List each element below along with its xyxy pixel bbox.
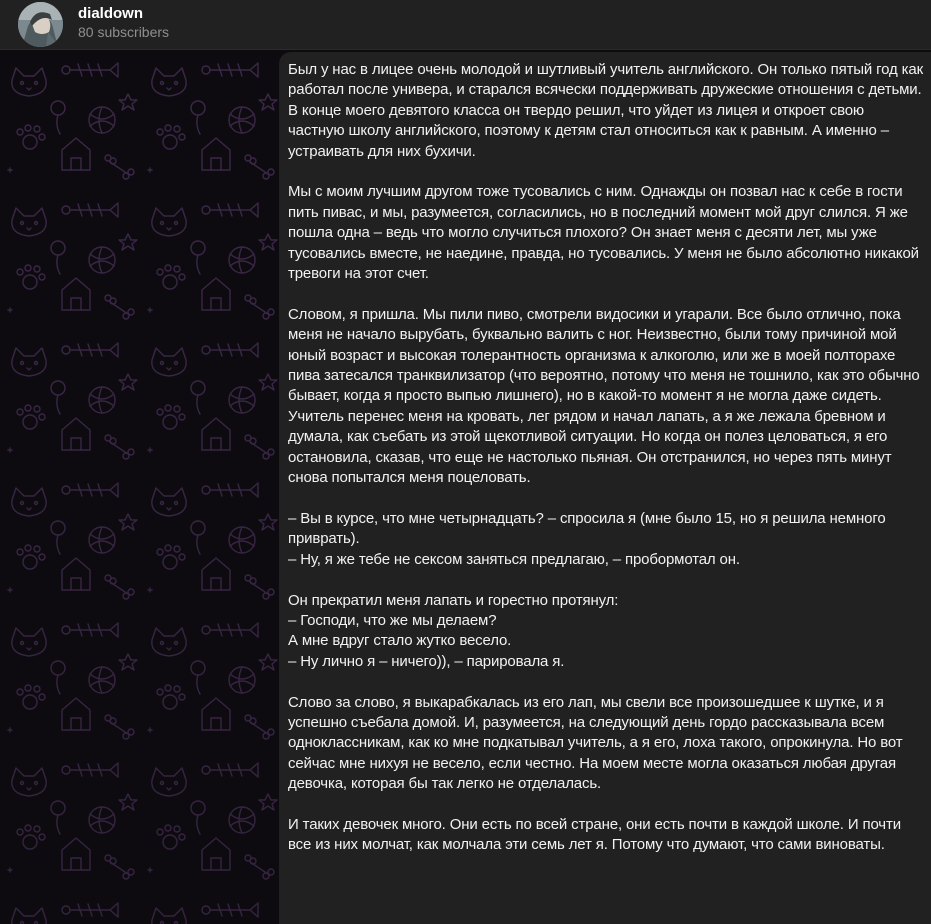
- channel-title[interactable]: dialdown: [78, 5, 143, 22]
- message-paragraph-7: И таких девочек много. Они есть по всей стране, они есть почти в каждой школе. И почти все из них молчат, как молчала эти семь лет я. Потому что думают, что сами виноваты.: [288, 815, 901, 854]
- message-paragraph-2: Мы с моим лучшим другом тоже тусовались с ним. Однажды он позвал нас к себе в гости пить пивас, и мы, разумеется, согласились, но в последний момент мой друг слился. Я же пошла одна – ведь что могло случиться плохого? Он знает меня с десяти лет, мы уже тусовались вместе, не наедине, правда, но тусовались. У меня не было абсолютно никакой тревоги на этот счет.: [288, 183, 919, 283]
- channel-avatar[interactable]: [18, 2, 63, 47]
- message-bubble[interactable]: [279, 52, 931, 924]
- message-paragraph-5: Он прекратил меня лапать и горестно протянул: – Господи, что же мы делаем? А мне вдруг стало жутко весело. – Ну лично я – ничего)), – парировала я.: [288, 591, 619, 670]
- message-paragraph-6: Слово за слово, я выкарабкалась из его лап, мы свели все произошедшее к шутке, и я успешно съебала домой. И, разумеется, на следующий день гордо рассказывала всем одноклассникам, как ко мне подкатывал учитель, а я его, лоха такого, опрокинула. Но вот сейчас мне нихуя не весело, если честно. На моем месте могла оказаться любая другая девочка, которая бы так легко не отделалась.: [288, 693, 903, 793]
- message-paragraph-3: Словом, я пришла. Мы пили пиво, смотрели видосики и угарали. Все было отлично, пока меня не начало вырубать, буквально валить с ног. Неизвестно, были тому причиной мой юный возраст и высокая толерантность организма к алкоголю, или же в моей полторахе пива затесался транквилизатор (что вероятно, потому что меня не тошнило, как это обычно бывает, когда я просто выпью лишнего), но в какой-то момент я не могла даже сидеть. Учитель перенес меня на кровать, лег рядом и начал лапать, а я же лежала бревном и думала, как съебать из этой щекотливой ситуации. Но когда он полез целоваться, я его остановила, сказав, что еще не настолько пьяная. Он отстранился, но через пять минут снова попытался меня поцеловать.: [288, 305, 920, 487]
- message-text: [288, 60, 924, 856]
- message-paragraph-1: Был у нас в лицее очень молодой и шутливый учитель английского. Он только пятый год как работал после универа, и старался всячески поддерживать дружеские отношения с детьми. В конце моего девятого класса он твердо решил, что уйдет из лицея и откроет свою частную школу английского, поэтому к детям стал относиться как к равным. А именно – устраивать для них бухичи.: [288, 61, 923, 160]
- subscriber-count: 80 subscribers: [78, 24, 170, 40]
- channel-header[interactable]: [0, 0, 931, 50]
- chat-area[interactable]: [0, 50, 931, 924]
- message-paragraph-4: – Вы в курсе, что мне четырнадцать? – спросила я (мне было 15, но я решила немного приврать). – Ну, я же тебе не сексом заняться предлагаю, – пробормотал он.: [288, 509, 886, 568]
- avatar-photo-icon: [18, 2, 63, 47]
